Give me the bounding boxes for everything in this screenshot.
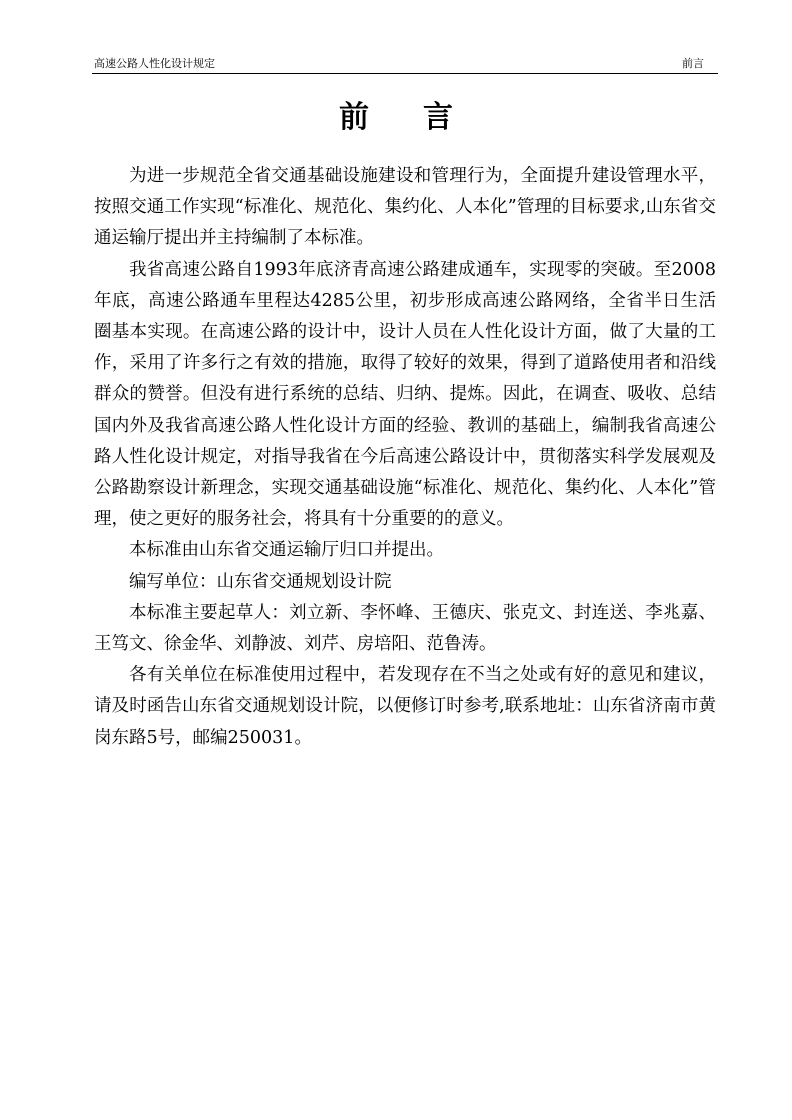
page-title-char-2: 言	[423, 100, 453, 135]
paragraph-drafting-unit: 编写单位：山东省交通规划设计院	[129, 571, 392, 592]
page-title-char-1: 前	[339, 100, 369, 135]
paragraph-feedback-contact: 各有关单位在标准使用过程中，若发现存在不当之处或有好的意见和建议，请及时函告山东省交通规划设计院，以便修订时参考,联系地址：山东省济南市黄岗东路5号，邮编250031。	[94, 665, 716, 748]
page-title	[0, 98, 792, 138]
header-doc-title: 高速公路人性化设计规定	[94, 57, 215, 70]
paragraph-background: 我省高速公路自1993年底济青高速公路建成通车，实现零的突破。至2008年底，高速公路通车里程达4285公里，初步形成高速公路网络，全省半日生活圈基本实现。在高速公路的设计中，设计人员在人性化设计方面，做了大量的工作，采用了许多行之有效的措施，取得了较好的效果，得到了道路使用者和沿线群众的赞誉。但没有进行系统的总结、归纳、提炼。因此，在调查、吸收、总结国内外及我省高速公路人性化设计方面的经验、教训的基础上，编制我省高速公路人性化设计规定，对指导我省在今后高速公路设计中，贯彻落实科学发展观及公路勘察设计新理念，实现交通基础设施“标准化、规范化、集约化、人本化”管理，使之更好的服务社会，将具有十分重要的的意义。	[94, 259, 716, 530]
running-header	[92, 56, 718, 74]
paragraph-responsible-authority: 本标准由山东省交通运输厅归口并提出。	[129, 540, 444, 561]
paragraph-purpose: 为进一步规范全省交通基础设施建设和管理行为，全面提升建设管理水平，按照交通工作实现“标准化、规范化、集约化、人本化”管理的目标要求,山东省交通运输厅提出并主持编制了本标准。	[94, 166, 716, 249]
header-section-name: 前言	[682, 57, 704, 70]
paragraph-drafters: 本标准主要起草人：刘立新、李怀峰、王德庆、张克文、封连送、李兆嘉、王笃文、徐金华、刘静波、刘芹、房培阳、范鲁涛。	[94, 602, 716, 655]
body-text	[94, 161, 716, 754]
